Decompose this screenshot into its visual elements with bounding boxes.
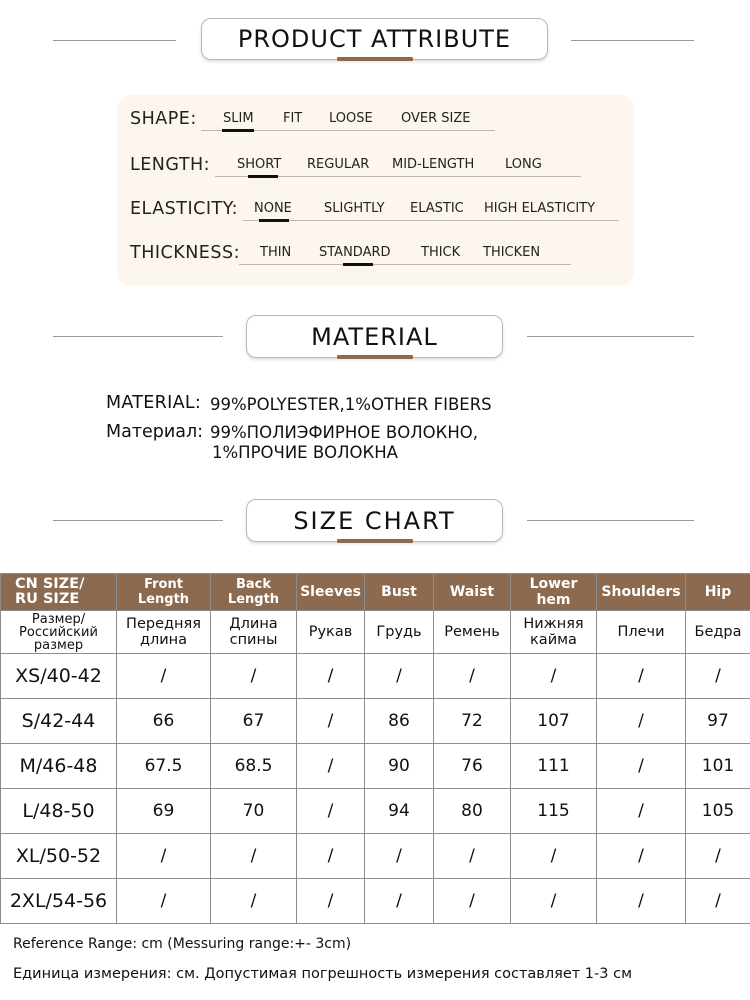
ru-header-cell — [686, 611, 750, 654]
measure-cell: / — [434, 654, 511, 699]
measure-cell: 69 — [117, 789, 211, 834]
ru-header-cell-size — [1, 611, 117, 654]
ru-header-cell — [597, 611, 686, 654]
ru-header-line: спины — [229, 632, 278, 648]
header-cell: Shoulders — [597, 574, 686, 611]
attr-option: THICKEN — [483, 245, 541, 260]
attr-option: HIGH ELASTICITY — [484, 201, 596, 216]
header-line-right — [527, 520, 694, 521]
measure-cell: / — [297, 699, 365, 744]
size-cell: M/46-48 — [1, 744, 117, 789]
size-chart-title-pill — [246, 499, 503, 542]
measure-cell: 97 — [686, 699, 750, 744]
measure-cell: 107 — [511, 699, 597, 744]
ru-header-line: Передняя — [126, 616, 201, 632]
measure-cell: 66 — [117, 699, 211, 744]
attr-row-thickness — [117, 241, 634, 271]
attr-selected-marker — [259, 219, 289, 222]
reference-note-ru: Единица измерения: см. Допустимая погрешность измерения составляет 1-3 см — [13, 966, 633, 982]
material-ru-label: Материал: — [106, 422, 204, 442]
header-size-line2: RU SIZE — [15, 591, 80, 607]
table-row — [1, 699, 750, 744]
ru-header-line: длина — [139, 632, 188, 648]
header-line-left — [53, 40, 176, 41]
material-title: MATERIAL — [311, 322, 438, 351]
header-line-right — [571, 40, 694, 41]
ru-header-line: Рукав — [308, 624, 353, 640]
ru-header-line: Плечи — [617, 624, 665, 640]
measure-cell: 72 — [434, 699, 511, 744]
attr-option: MID-LENGTH — [392, 157, 475, 172]
header-cell: Front Length — [117, 574, 211, 611]
size-cell: L/48-50 — [1, 789, 117, 834]
attr-row-shape — [117, 107, 634, 137]
attr-option: REGULAR — [307, 157, 370, 172]
ru-header-cell — [434, 611, 511, 654]
measure-cell: / — [365, 654, 434, 699]
size-cell: 2XL/54-56 — [1, 879, 117, 924]
measure-cell: / — [211, 879, 297, 924]
attr-option: STANDARD — [319, 245, 391, 260]
header-cell: Back Length — [211, 574, 297, 611]
measure-cell: 105 — [686, 789, 750, 834]
ru-header-line: Грудь — [376, 624, 422, 640]
title-accent-bar — [337, 539, 413, 543]
attr-underline — [243, 220, 619, 221]
measure-cell: 90 — [365, 744, 434, 789]
attr-selected-marker — [343, 263, 373, 266]
size-cell: XL/50-52 — [1, 834, 117, 879]
measure-cell: 68.5 — [211, 744, 297, 789]
attr-option: LONG — [505, 157, 542, 172]
material-en-value: 99%POLYESTER,1%OTHER FIBERS — [210, 395, 492, 414]
measure-cell: / — [597, 789, 686, 834]
measure-cell: / — [211, 834, 297, 879]
measure-cell: / — [686, 879, 750, 924]
measure-cell: / — [686, 654, 750, 699]
product-attribute-header — [0, 18, 750, 62]
table-row — [1, 879, 750, 924]
measure-cell: / — [297, 789, 365, 834]
measure-cell: / — [511, 834, 597, 879]
measure-cell: / — [117, 879, 211, 924]
header-cell: Bust — [365, 574, 434, 611]
attr-option: LOOSE — [329, 111, 373, 126]
ru-header-line: Ремень — [444, 624, 500, 640]
measure-cell: / — [117, 654, 211, 699]
material-header — [0, 315, 750, 359]
measure-cell: / — [597, 699, 686, 744]
measure-cell: / — [297, 654, 365, 699]
measure-cell: / — [117, 834, 211, 879]
measure-cell: / — [365, 879, 434, 924]
attr-option: THIN — [260, 245, 292, 260]
material-en-label: MATERIAL: — [106, 393, 202, 413]
ru-header-cell — [297, 611, 365, 654]
measure-cell: / — [597, 879, 686, 924]
attr-label-elasticity: ELASTICITY: — [130, 199, 238, 219]
ru-header-line: Длина — [229, 616, 278, 632]
attr-option: OVER SIZE — [401, 111, 471, 126]
ru-size-line3: размер — [33, 637, 84, 653]
header-cell: Lower hem — [511, 574, 597, 611]
attr-underline — [239, 264, 571, 265]
ru-header-cell — [511, 611, 597, 654]
measure-cell: / — [597, 654, 686, 699]
measure-cell: / — [597, 834, 686, 879]
measure-cell: / — [434, 879, 511, 924]
measure-cell: 111 — [511, 744, 597, 789]
measure-cell: / — [297, 879, 365, 924]
attr-option: FIT — [283, 111, 303, 126]
attr-option: SHORT — [237, 157, 282, 172]
ru-header-line: кайма — [530, 632, 577, 648]
header-line-left — [53, 520, 223, 521]
measure-cell: / — [211, 654, 297, 699]
measure-cell: 80 — [434, 789, 511, 834]
ru-header-cell — [211, 611, 297, 654]
attr-option: NONE — [254, 201, 292, 216]
material-ru-value-1: 99%ПОЛИЭФИРНОЕ ВОЛОКНО, — [210, 423, 478, 442]
measure-cell: / — [511, 879, 597, 924]
attr-label-length: LENGTH: — [130, 155, 211, 175]
measure-cell: 115 — [511, 789, 597, 834]
header-cell: Waist — [434, 574, 511, 611]
material-title-pill — [246, 315, 503, 358]
ru-size-line2: Российский — [19, 624, 98, 640]
ru-header-line: Бедра — [694, 624, 742, 640]
measure-cell: 101 — [686, 744, 750, 789]
attr-selected-marker — [248, 175, 278, 178]
attr-option: THICK — [421, 245, 461, 260]
product-attribute-title: PRODUCT ATTRIBUTE — [237, 25, 512, 53]
ru-header-cell — [365, 611, 434, 654]
ru-size-line1: Размер/ — [31, 611, 86, 627]
attr-option: ELASTIC — [410, 201, 464, 216]
measure-cell: / — [434, 834, 511, 879]
table-row — [1, 834, 750, 879]
material-ru-value-2: 1%ПРОЧИЕ ВОЛОКНА — [212, 443, 398, 462]
measure-cell: / — [297, 744, 365, 789]
header-cell-size — [1, 574, 117, 611]
measure-cell: / — [511, 654, 597, 699]
attr-row-elasticity — [117, 197, 634, 227]
header-line-right — [527, 336, 694, 337]
attribute-panel — [117, 95, 634, 286]
ru-header-cell — [117, 611, 211, 654]
header-cell: Hip — [686, 574, 750, 611]
size-chart-title: SIZE CHART — [293, 506, 456, 535]
size-cell: S/42-44 — [1, 699, 117, 744]
header-line-left — [53, 336, 223, 337]
product-attribute-title-pill — [201, 18, 548, 60]
title-accent-bar — [337, 355, 413, 359]
measure-cell: / — [365, 834, 434, 879]
attr-row-length — [117, 153, 634, 183]
header-size-line1: CN SIZE/ — [15, 576, 85, 592]
attr-label-thickness: THICKNESS: — [130, 243, 240, 263]
attr-option: SLIGHTLY — [324, 201, 385, 216]
size-cell: XS/40-42 — [1, 654, 117, 699]
attr-option: SLIM — [223, 111, 254, 126]
measure-cell: 86 — [365, 699, 434, 744]
table-header-row — [1, 574, 750, 611]
measure-cell: / — [597, 744, 686, 789]
header-cell: Sleeves — [297, 574, 365, 611]
ru-header-line: Нижняя — [523, 616, 584, 632]
table-ru-header-row — [1, 611, 750, 654]
size-chart-table — [0, 573, 750, 924]
attr-selected-marker — [222, 129, 254, 132]
measure-cell: / — [686, 834, 750, 879]
table-row — [1, 789, 750, 834]
measure-cell: 94 — [365, 789, 434, 834]
measure-cell: 76 — [434, 744, 511, 789]
attr-label-shape: SHAPE: — [130, 109, 197, 129]
reference-note-en: Reference Range: cm (Messuring range:+- 3cm) — [13, 936, 352, 952]
measure-cell: 67 — [211, 699, 297, 744]
title-accent-bar — [337, 57, 413, 61]
table-row — [1, 654, 750, 699]
table-row — [1, 744, 750, 789]
measure-cell: 67.5 — [117, 744, 211, 789]
measure-cell: / — [297, 834, 365, 879]
measure-cell: 70 — [211, 789, 297, 834]
size-chart-header — [0, 499, 750, 543]
